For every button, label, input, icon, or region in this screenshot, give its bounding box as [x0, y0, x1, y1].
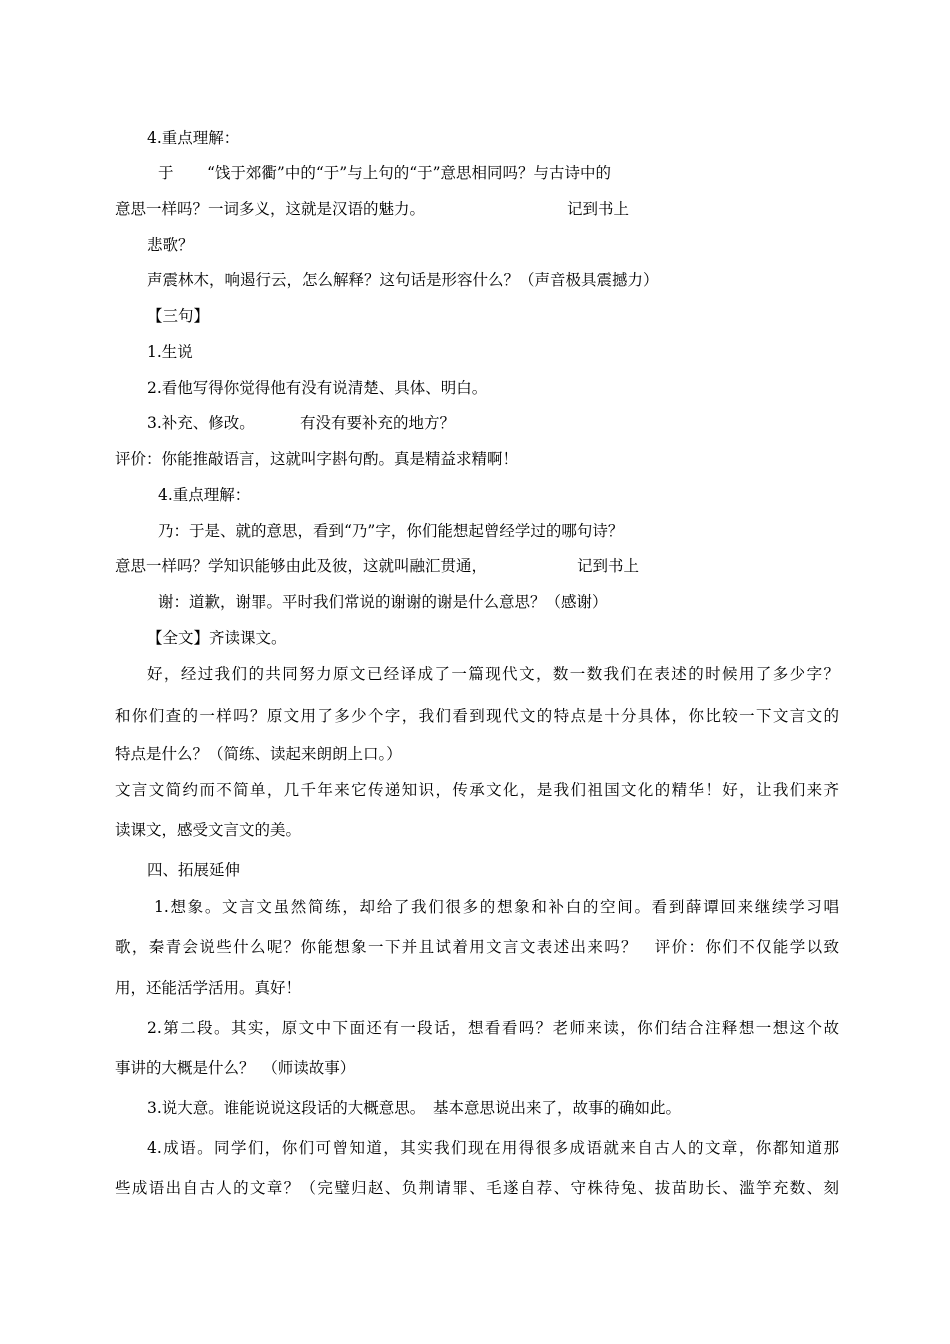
word-yu: 于 — [158, 164, 174, 182]
paragraph-line: 谢：道歉，谢罪。平时我们常说的谢谢的谢是什么意思？（感谢） — [158, 593, 608, 611]
paragraph-line: 和你们查的一样吗？原文用了多少个字，我们看到现代文的特点是十分具体，你比较一下文言文的 — [115, 707, 839, 725]
note-write-in-book: 记到书上 — [577, 557, 640, 575]
heading-key-understanding: 4.重点理解： — [147, 129, 240, 147]
paragraph-line: “饯于郊衢”中的“于”与上句的“于”意思相同吗？与古诗中的 — [207, 164, 612, 182]
evaluation-line: 评价：你能推敲语言，这就叫字斟句酌。真是精益求精啊！ — [115, 450, 519, 468]
list-item: 3.说大意。谁能说说这段话的大概意思。 基本意思说出来了，故事的确如此。 — [147, 1099, 682, 1117]
section-heading-full-text: 【全文】齐读课文。 — [147, 629, 287, 647]
paragraph-line: 好，经过我们的共同努力原文已经译成了一篇现代文，数一数我们在表述的时候用了多少字？ — [147, 665, 839, 683]
paragraph-line: 些成语出自古人的文章？（完璧归赵、负荆请罪、毛遂自荐、守株待兔、拔苗助长、滥竽充数、刻 — [115, 1179, 839, 1197]
note-write-in-book: 记到书上 — [567, 200, 630, 218]
section-heading-third-sentence: 【三句】 — [147, 307, 210, 325]
paragraph-line: 用，还能活学活用。真好！ — [115, 979, 302, 997]
list-item: 4.成语。同学们，你们可曾知道，其实我们现在用得很多成语就来自古人的文章，你都知道那 — [147, 1139, 839, 1157]
paragraph-line: 读课文，感受文言文的美。 — [115, 821, 302, 839]
paragraph-line: 乃：于是、就的意思，看到“乃”字，你们能想起曾经学过的哪句诗？ — [158, 522, 624, 540]
paragraph-line: 声震林木，响遏行云，怎么解释？这句话是形容什么？（声音极具震撼力） — [147, 271, 659, 289]
paragraph-line: 特点是什么？（简练、读起来朗朗上口。） — [115, 745, 402, 763]
list-item: 1.生说 — [147, 343, 193, 361]
heading-key-understanding: 4.重点理解： — [158, 486, 251, 504]
paragraph-line: 文言文简约而不简单，几千年来它传递知识，传承文化，是我们祖国文化的精华！好，让我们来齐 — [115, 781, 839, 799]
section-heading-extension: 四、拓展延伸 — [147, 861, 241, 879]
list-item: 2.第二段。其实，原文中下面还有一段话，想看看吗？老师来读，你们结合注释想一想这个故 — [147, 1019, 839, 1037]
paragraph-line: 有没有要补充的地方？ — [300, 414, 456, 432]
paragraph-line: 歌，秦青会说些什么呢？你能想象一下并且试着用文言文表述出来吗？ 评价：你们不仅能学以致 — [115, 938, 839, 956]
paragraph-line: 意思一样吗？学知识能够由此及彼，这就叫融汇贯通， — [115, 557, 488, 575]
paragraph-line: 意思一样吗？一词多义，这就是汉语的魅力。 — [115, 200, 426, 218]
list-item: 1.想象。文言文虽然简练，却给了我们很多的想象和补白的空间。看到薛谭回来继续学习唱 — [154, 898, 839, 916]
paragraph-line: 悲歌？ — [147, 236, 194, 254]
list-item: 3.补充、修改。 — [147, 414, 255, 432]
list-item: 2.看他写得你觉得他有没有说清楚、具体、明白。 — [147, 379, 488, 397]
paragraph-line: 事讲的大概是什么？ （师读故事） — [115, 1059, 356, 1077]
